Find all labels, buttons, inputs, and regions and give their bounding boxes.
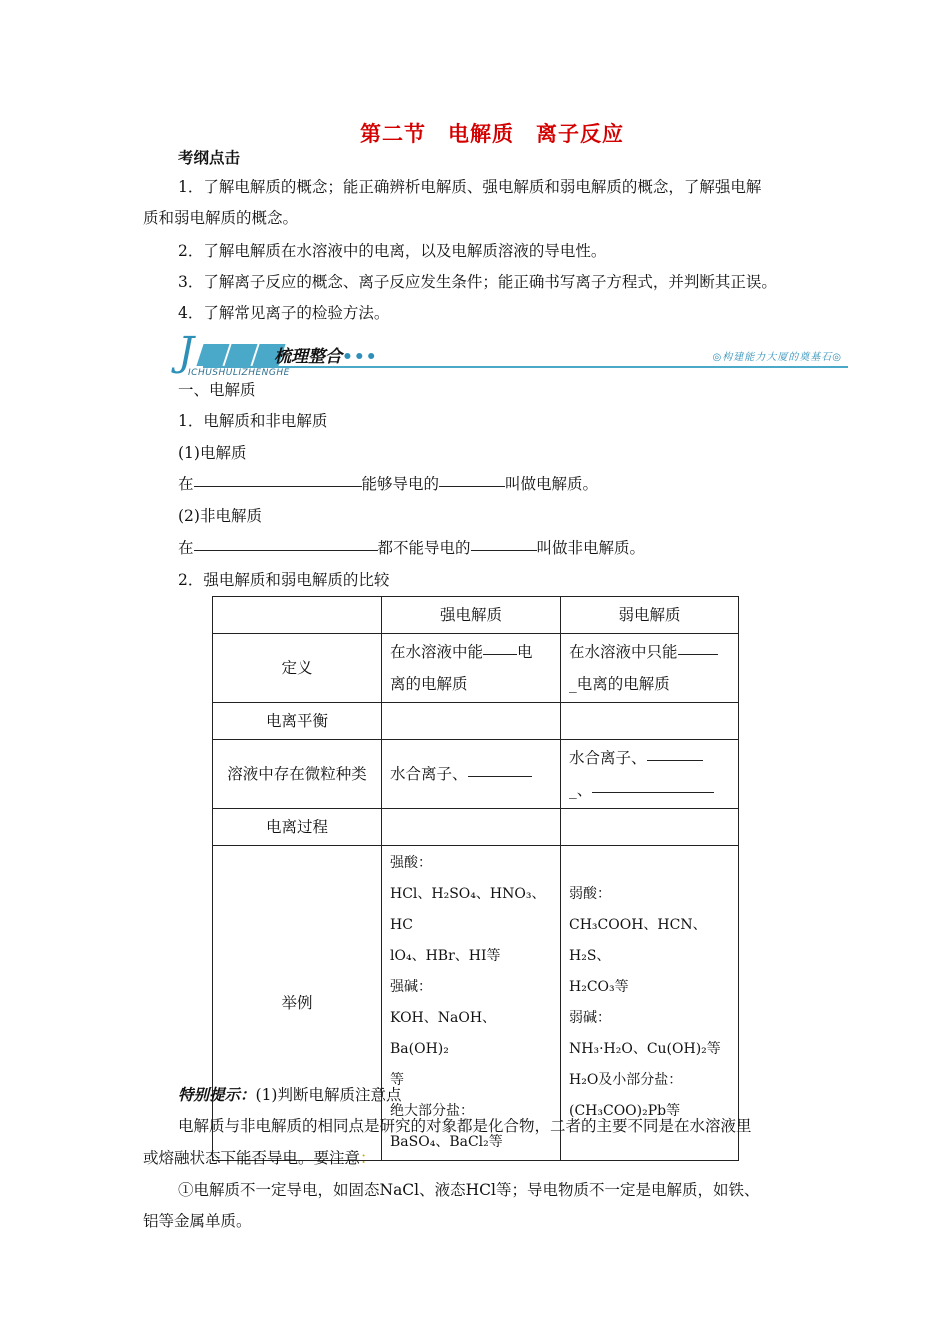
- blank: [468, 775, 532, 777]
- blank: [592, 791, 714, 793]
- strong-species-text: 水合离子、: [390, 765, 468, 783]
- strong-ex-line: HCl、H₂SO₄、HNO₃、HC: [390, 886, 546, 933]
- tips-para-2-end: ：: [360, 1149, 376, 1167]
- section-banner: [178, 329, 848, 380]
- p2-c: 叫做非电解质。: [536, 539, 646, 557]
- p1-b: 能够导电的: [361, 475, 440, 493]
- tips-heading: [178, 1083, 401, 1105]
- header-strong: 强电解质: [382, 597, 561, 634]
- header-weak: 弱电解质: [561, 597, 739, 634]
- strong-ex-line: 强酸：: [390, 855, 432, 871]
- comparison-table: [212, 596, 739, 1161]
- blank: [471, 549, 537, 551]
- tips-para-4: 铝等金属单质。: [143, 1212, 252, 1230]
- banner-title-text: 梳理整合: [274, 347, 342, 367]
- strong-definition: [382, 634, 561, 703]
- p2-a: 在: [178, 539, 194, 557]
- strong-ex-line: 强碱：: [390, 979, 432, 995]
- weak-def-a: 在水溶液中只能: [569, 643, 678, 661]
- tips-para-2-text: 或熔融状态下能否导电。要注意: [143, 1149, 361, 1167]
- strong-ex-line: lO₄、HBr、HI等: [390, 948, 501, 964]
- p2-b: 都不能导电的: [377, 539, 471, 557]
- row-label-process: 电离过程: [213, 809, 382, 846]
- weak-ex-line: (CH₃COO)₂Pb等: [569, 1103, 681, 1119]
- strong-ex-line: 等: [390, 1072, 404, 1088]
- strong-ex-line: KOH、NaOH、Ba(OH)₂: [390, 1010, 497, 1057]
- row-label-equilibrium: 电离平衡: [213, 703, 382, 740]
- kaogang-item-1: 1．了解电解质的概念；能正确辨析电解质、强电解质和弱电解质的概念，了解强电解: [178, 178, 762, 196]
- weak-ex-line: NH₃·H₂O、Cu(OH)₂等: [569, 1041, 721, 1057]
- subsection-1: 1．电解质和非电解质: [178, 412, 328, 430]
- blank: [194, 485, 362, 487]
- kaogang-item-3: 3．了解离子反应的概念、离子反应发生条件；能正确书写离子方程式，并判断其正误。: [178, 273, 777, 291]
- blank: [483, 653, 517, 655]
- strong-def-c: 离的电解质: [390, 675, 468, 693]
- banner-pinyin: ICHUSHULIZHENGHE: [188, 368, 290, 378]
- strong-def-b: 电: [517, 643, 533, 661]
- blank: [678, 653, 718, 655]
- strong-ex-line: BaSO₄、BaCl₂等: [390, 1134, 503, 1150]
- strong-species: [382, 740, 561, 809]
- strong-def-a: 在水溶液中能: [390, 643, 484, 661]
- banner-dots: •••: [342, 347, 378, 367]
- weak-ex-line: H₂O及小部分盐：: [569, 1072, 683, 1088]
- weak-ex-line: 弱酸：: [569, 886, 611, 902]
- weak-definition: [561, 634, 739, 703]
- banner-letter: J: [178, 329, 195, 375]
- banner-slogan: ◎构建能力大厦的奠基石◎: [712, 352, 842, 363]
- tips-para-2: [143, 1146, 376, 1168]
- p1-a: 在: [178, 475, 194, 493]
- row-label-species: 溶液中存在微粒种类: [213, 740, 382, 809]
- weak-species: [561, 740, 739, 809]
- weak-ex-line: H₂CO₃等: [569, 979, 629, 995]
- p1-sentence: [178, 472, 598, 494]
- section-1-heading: 一、电解质: [178, 381, 256, 399]
- weak-ex-line: CH₃COOH、HCN、H₂S、: [569, 917, 707, 964]
- blank: [439, 485, 505, 487]
- subsection-2: 2．强电解质和弱电解质的比较: [178, 571, 390, 589]
- table-header-row: [213, 597, 739, 634]
- table-row: [213, 703, 739, 740]
- p2-sentence: [178, 536, 645, 558]
- strong-process: [382, 809, 561, 846]
- table-row: [213, 740, 739, 809]
- p1-c: 叫做电解质。: [505, 475, 599, 493]
- blank: [647, 759, 703, 761]
- weak-ex-line: 弱碱：: [569, 1010, 611, 1026]
- tips-label: 特别提示：: [178, 1085, 256, 1104]
- weak-def-b: _电离的电解质: [569, 675, 670, 693]
- kaogang-heading: 考纲点击: [178, 148, 241, 167]
- kaogang-item-1-cont: 质和弱电解质的概念。: [143, 209, 299, 227]
- kaogang-item-4: 4．了解常见离子的检验方法。: [178, 304, 390, 322]
- strong-ex-line: 绝大部分盐：: [390, 1103, 474, 1119]
- row-label-examples: 举例: [213, 846, 382, 1161]
- weak-species-b: _、: [569, 781, 593, 799]
- blank: [194, 549, 378, 551]
- row-label-definition: 定义: [213, 634, 382, 703]
- tips-label-rest: (1)判断电解质注意点: [255, 1086, 402, 1104]
- weak-process: [561, 809, 739, 846]
- tips-para-3: ①电解质不一定导电，如固态NaCl、液态HCl等；导电物质不一定是电解质，如铁、: [178, 1181, 760, 1199]
- kaogang-item-2: 2．了解电解质在水溶液中的电离，以及电解质溶液的导电性。: [178, 242, 607, 260]
- p2-label: (2)非电解质: [178, 507, 262, 525]
- tips-para-1: 电解质与非电解质的相同点是研究的对象都是化合物，二者的主要不同是在水溶液里: [178, 1117, 752, 1135]
- table-row: [213, 634, 739, 703]
- weak-species-a: 水合离子、: [569, 749, 647, 767]
- strong-equilibrium: [382, 703, 561, 740]
- p1-label: (1)电解质: [178, 444, 247, 462]
- table-row: [213, 809, 739, 846]
- page-title: 第二节 电解质 离子反应: [360, 121, 624, 146]
- header-empty: [213, 597, 382, 634]
- banner-title: [274, 342, 378, 367]
- weak-equilibrium: [561, 703, 739, 740]
